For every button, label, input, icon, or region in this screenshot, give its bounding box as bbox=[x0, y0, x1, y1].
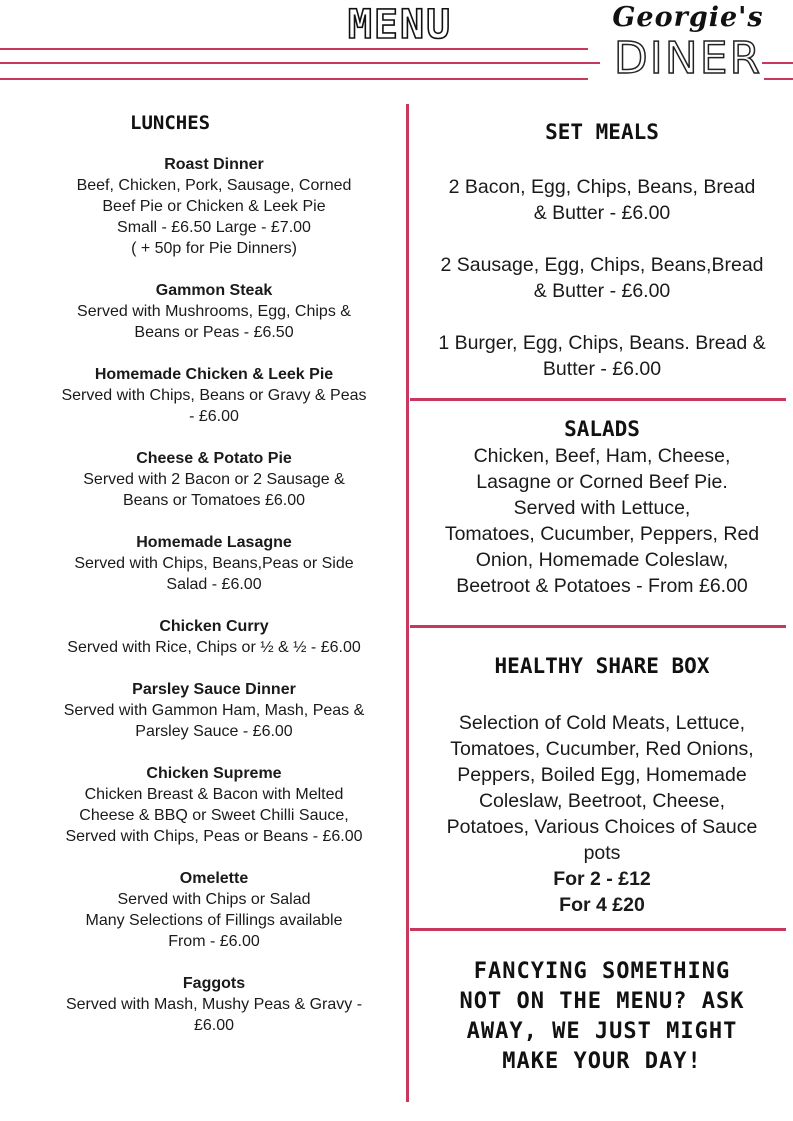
lunch-item bbox=[36, 280, 392, 343]
lunch-item bbox=[36, 679, 392, 742]
brand-logo: DINER bbox=[613, 33, 763, 84]
set-meal-line: 2 Sausage, Egg, Chips, Beans,Bread bbox=[440, 254, 764, 276]
closing-message bbox=[418, 957, 786, 1077]
lunch-item-detail: Served with Chips, Beans,Peas or Side bbox=[74, 555, 354, 572]
lunch-item-detail: Beans or Peas - £6.50 bbox=[134, 324, 294, 341]
share-box-line: Potatoes, Various Choices of Sauce bbox=[446, 816, 758, 838]
set-meal-line: 1 Burger, Egg, Chips, Beans. Bread & bbox=[438, 332, 766, 354]
menu-title: MENU bbox=[347, 2, 453, 48]
share-box-price-4: For 4 £20 bbox=[559, 894, 645, 916]
lunch-item bbox=[36, 364, 392, 427]
lunch-item-name: Parsley Sauce Dinner bbox=[132, 681, 296, 698]
lunch-item-name: Homemade Chicken & Leek Pie bbox=[94, 366, 334, 383]
closing-line: AWAY, WE JUST MIGHT bbox=[466, 1019, 738, 1044]
lunch-item-detail: Served with Gammon Ham, Mash, Peas & bbox=[63, 702, 365, 719]
header-rule bbox=[764, 78, 793, 80]
share-box-line: Peppers, Boiled Egg, Homemade bbox=[457, 764, 747, 786]
lunch-item bbox=[36, 616, 392, 658]
set-meals-section bbox=[418, 120, 786, 382]
lunch-item bbox=[36, 154, 392, 259]
lunch-item-name: Homemade Lasagne bbox=[136, 534, 292, 551]
header-rule bbox=[0, 78, 588, 80]
closing-line: FANCYING SOMETHING bbox=[473, 959, 731, 984]
share-box-heading: HEALTHY SHARE BOX bbox=[494, 654, 710, 678]
lunch-item-name: Roast Dinner bbox=[164, 156, 264, 173]
lunch-item-detail: Many Selections of Fillings available bbox=[85, 912, 343, 929]
share-box-line: pots bbox=[583, 842, 621, 864]
lunch-item-detail: Served with Chips, Peas or Beans - £6.00 bbox=[65, 828, 363, 845]
salads-section bbox=[418, 417, 786, 599]
salads-line: Beetroot & Potatoes - From £6.00 bbox=[456, 575, 748, 597]
salads-line: Tomatoes, Cucumber, Peppers, Red bbox=[444, 523, 760, 545]
lunches-section bbox=[36, 112, 392, 1057]
section-divider bbox=[410, 928, 786, 931]
lunch-item-detail: From - £6.00 bbox=[168, 933, 260, 950]
lunch-item-detail: Parsley Sauce - £6.00 bbox=[135, 723, 293, 740]
set-meal-line: & Butter - £6.00 bbox=[533, 202, 671, 224]
share-box-line: Tomatoes, Cucumber, Red Onions, bbox=[450, 738, 754, 760]
salads-heading: SALADS bbox=[564, 417, 640, 441]
lunch-item-detail: Served with Chips, Beans or Gravy & Peas bbox=[61, 387, 367, 404]
salads-line: Chicken, Beef, Ham, Cheese, bbox=[473, 445, 731, 467]
share-box-description bbox=[418, 710, 786, 866]
lunch-item-detail: Served with Mash, Mushy Peas & Gravy - bbox=[65, 996, 363, 1013]
lunches-heading: LUNCHES bbox=[130, 112, 211, 134]
set-meals-list bbox=[418, 174, 786, 382]
lunch-item bbox=[36, 532, 392, 595]
lunch-item-detail: Small - £6.50 Large - £7.00 bbox=[117, 219, 311, 236]
lunch-item-detail: Beef Pie or Chicken & Leek Pie bbox=[102, 198, 326, 215]
lunch-item-name: Omelette bbox=[179, 870, 249, 887]
lunch-item-detail: ( + 50p for Pie Dinners) bbox=[131, 240, 297, 257]
lunch-item-detail: Served with Mushrooms, Egg, Chips & bbox=[77, 303, 351, 320]
lunch-item-detail: Beans or Tomatoes £6.00 bbox=[122, 492, 306, 509]
share-box-section bbox=[418, 654, 786, 918]
closing-line: MAKE YOUR DAY! bbox=[502, 1049, 702, 1074]
column-divider bbox=[406, 104, 409, 1102]
set-meal-line: Butter - £6.00 bbox=[542, 358, 662, 380]
salads-line: Lasagne or Corned Beef Pie. bbox=[476, 471, 728, 493]
lunch-item-detail: - £6.00 bbox=[189, 408, 239, 425]
share-box-line: Coleslaw, Beetroot, Cheese, bbox=[478, 790, 726, 812]
set-meal-line: 2 Bacon, Egg, Chips, Beans, Bread bbox=[448, 176, 756, 198]
lunch-item-detail: Cheese & BBQ or Sweet Chilli Sauce, bbox=[79, 807, 349, 824]
lunch-item-detail: Salad - £6.00 bbox=[166, 576, 262, 593]
lunch-item bbox=[36, 973, 392, 1036]
set-meal-item bbox=[418, 330, 786, 382]
set-meal-item bbox=[418, 252, 786, 304]
salads-description bbox=[418, 443, 786, 599]
lunch-item-name: Chicken Curry bbox=[159, 618, 269, 635]
section-divider bbox=[410, 398, 786, 401]
salads-line: Served with Lettuce, bbox=[513, 497, 691, 519]
header-rule bbox=[0, 62, 600, 64]
lunch-item-detail: Served with Rice, Chips or ½ & ½ - £6.00 bbox=[67, 639, 361, 656]
right-column bbox=[418, 112, 786, 1077]
lunch-list bbox=[36, 154, 392, 1036]
lunch-item-detail: Served with 2 Bacon or 2 Sausage & bbox=[83, 471, 345, 488]
lunch-item-detail: Chicken Breast & Bacon with Melted bbox=[84, 786, 344, 803]
lunch-item-name: Chicken Supreme bbox=[146, 765, 282, 782]
lunch-item-name: Cheese & Potato Pie bbox=[136, 450, 292, 467]
lunch-item bbox=[36, 448, 392, 511]
closing-line: NOT ON THE MENU? ASK bbox=[459, 989, 745, 1014]
lunch-item-detail: Beef, Chicken, Pork, Sausage, Corned bbox=[76, 177, 352, 194]
salads-line: Onion, Homemade Coleslaw, bbox=[475, 549, 729, 571]
set-meal-item bbox=[418, 174, 786, 226]
section-divider bbox=[410, 625, 786, 628]
set-meal-line: & Butter - £6.00 bbox=[533, 280, 671, 302]
set-meals-heading: SET MEALS bbox=[545, 120, 659, 144]
lunch-item-name: Faggots bbox=[182, 975, 246, 992]
header-rule bbox=[0, 48, 588, 50]
lunch-item-name: Gammon Steak bbox=[155, 282, 273, 299]
lunch-item bbox=[36, 763, 392, 847]
lunch-item-detail: £6.00 bbox=[193, 1017, 235, 1034]
share-box-line: Selection of Cold Meats, Lettuce, bbox=[458, 712, 746, 734]
lunch-item bbox=[36, 868, 392, 952]
lunch-item-detail: Served with Chips or Salad bbox=[117, 891, 311, 908]
share-box-price-2: For 2 - £12 bbox=[553, 868, 651, 890]
brand-script: Georgie's bbox=[612, 2, 764, 33]
